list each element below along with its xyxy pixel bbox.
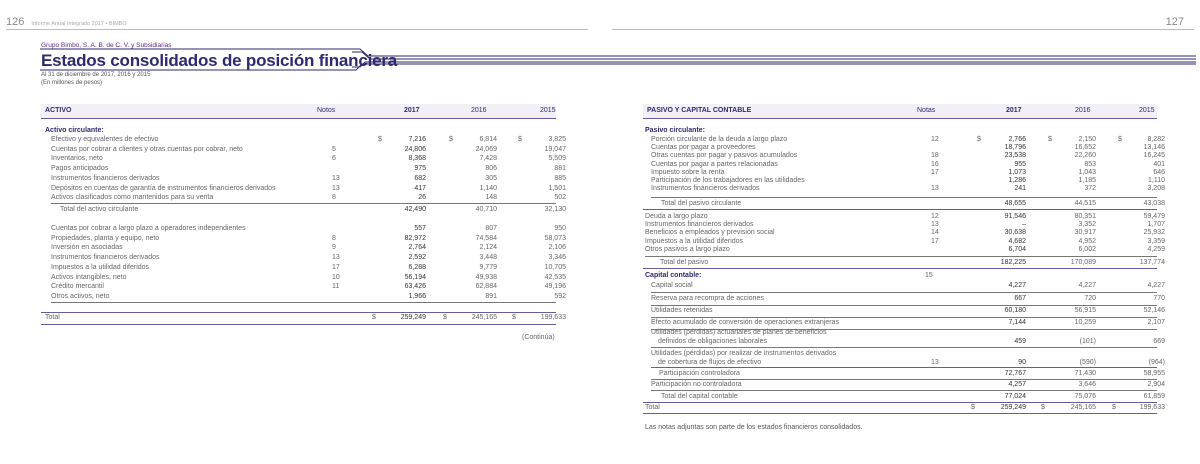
row-label: Instrumentos financieros derivados	[645, 221, 754, 229]
value-2016: 22,260	[1074, 152, 1096, 160]
year-2017-header: 2017	[404, 107, 420, 114]
liabilities-table-header	[643, 104, 1157, 119]
row-label: Total	[45, 314, 60, 321]
table-row	[51, 135, 566, 145]
value-2015: 5,509	[548, 155, 566, 163]
value-2017: 63,426	[404, 283, 426, 291]
currency-symbol: $	[1041, 404, 1045, 411]
total-capital-row	[651, 392, 1165, 402]
year-2015-header-right: 2015	[1139, 107, 1155, 114]
value-2015: 199,633	[1139, 404, 1165, 411]
row-note: 17	[931, 168, 939, 176]
value-2016: 62,884	[475, 283, 497, 291]
value-2015: 881	[554, 165, 566, 173]
value-2017: 975	[414, 165, 426, 173]
page-number-left: 126	[6, 16, 25, 28]
row-label: Impuesto sobre la renta	[651, 168, 725, 176]
row-label: Inversión en asociadas	[51, 244, 123, 252]
row-label: Total del pasivo circulante	[661, 200, 742, 207]
value-2016: 56,915	[1074, 307, 1096, 314]
value-2016: 10,259	[1074, 319, 1096, 326]
value-2016: 305	[485, 174, 497, 182]
row-label: Total del pasivo	[660, 259, 709, 266]
section-activo-circulante: Activo circulante:	[45, 127, 104, 134]
row-label: Capital social	[651, 282, 693, 289]
value-2015: 4,227	[1147, 282, 1165, 289]
year-2016-header: 2016	[471, 107, 487, 114]
page-number-right: 127	[1165, 16, 1184, 28]
value-2016: 148	[485, 194, 497, 202]
value-2015: 2,107	[1147, 319, 1165, 326]
currency-symbol: $	[1118, 136, 1122, 143]
row-label-line2: definidos de obligaciones laborales	[658, 338, 767, 345]
value-2016: 71,430	[1074, 370, 1096, 377]
table-row	[51, 273, 566, 283]
value-2017: 1,073	[1008, 168, 1026, 176]
value-2017: 23,538	[1004, 152, 1026, 160]
rule	[643, 209, 1157, 210]
value-2017: 417	[414, 184, 426, 192]
value-2017: 7,144	[1008, 319, 1026, 326]
value-2017: 4,257	[1008, 381, 1026, 388]
value-2017: 4,682	[1008, 237, 1026, 245]
currency-symbol: $	[378, 136, 382, 143]
year-2015-header: 2015	[540, 107, 556, 114]
value-2015: 61,859	[1143, 393, 1165, 400]
value-2017: 82,972	[404, 234, 426, 242]
row-label-line1: Utilidades (pérdidas) actuariales de planes de beneficios	[651, 329, 827, 336]
value-2015: 59,479	[1143, 213, 1165, 220]
currency-symbol: $	[977, 136, 981, 143]
row-note: 13	[332, 254, 340, 262]
row-label-line2: de cobertura de flujos de efectivo	[658, 359, 762, 366]
currency-symbol: $	[372, 314, 376, 321]
value-2015: 137,774	[1139, 259, 1165, 266]
value-2015: 19,047	[544, 145, 566, 153]
statement-title: Estados consolidados de posición financiera	[41, 51, 398, 70]
value-2016: 40,710	[475, 206, 497, 213]
row-label: Activos intangibles, neto	[51, 273, 127, 281]
row-note: 17	[332, 263, 340, 271]
row-divider	[651, 390, 1157, 391]
table-row	[51, 193, 566, 203]
table-row	[51, 154, 566, 164]
value-2017: 72,767	[1004, 370, 1026, 377]
row-note: 18	[931, 152, 939, 160]
value-2016: 1,185	[1078, 177, 1096, 184]
row-note: 13	[931, 359, 939, 366]
value-2015: 25,932	[1143, 229, 1165, 237]
row-label: Inventarios, neto	[51, 155, 103, 163]
value-2017: 7,216	[408, 136, 426, 143]
value-2017: 557	[414, 225, 426, 232]
table-row	[651, 184, 1165, 194]
value-2015: 2,106	[548, 244, 566, 252]
row-note: 13	[332, 174, 340, 182]
value-2017: 459	[1014, 338, 1026, 345]
value-2015: 3,825	[548, 136, 566, 143]
value-2015: (964)	[1148, 359, 1165, 366]
value-2016: 4,227	[1078, 282, 1096, 289]
row-note: 13	[332, 184, 340, 192]
value-2015: 1,707	[1147, 221, 1165, 229]
row-label: Participación no controladora	[651, 381, 742, 388]
row-label: Total	[645, 404, 660, 411]
table-row	[51, 292, 566, 302]
value-2017: 8,368	[408, 155, 426, 163]
value-2017: 90	[1018, 359, 1026, 366]
value-2017: 77,024	[1004, 393, 1026, 400]
value-2016: 2,124	[479, 244, 497, 252]
value-2015: 8,282	[1147, 136, 1165, 143]
value-2017: 2,592	[408, 254, 426, 262]
value-2017: 682	[414, 174, 426, 182]
currency-symbol: $	[971, 404, 975, 411]
row-label: Impuestos a la utilidad diferidos	[51, 263, 150, 271]
hedge-gains-row	[651, 349, 1165, 369]
value-2016: 1,140	[479, 184, 497, 192]
year-2016-header-right: 2016	[1075, 107, 1091, 114]
underline	[51, 203, 556, 204]
value-2016: 806	[485, 165, 497, 173]
table-row	[51, 234, 566, 244]
value-2015: 42,535	[544, 273, 566, 281]
value-2016: 2,150	[1078, 136, 1096, 143]
row-note: 12	[931, 213, 939, 220]
value-2016: 80,351	[1074, 213, 1096, 220]
total-row	[45, 313, 566, 323]
noncontrolling-interest-row	[651, 380, 1165, 390]
row-label: Otros pasivos a largo plazo	[645, 245, 730, 253]
value-2016: 245,165	[1070, 404, 1096, 411]
value-2017: 56,194	[404, 273, 426, 281]
actuarial-gains-row	[651, 328, 1165, 348]
value-2015: 16,245	[1143, 152, 1165, 160]
value-2017: 1,286	[1008, 177, 1026, 184]
value-2017: 2,766	[1008, 136, 1026, 143]
statement-units: (En millones de pesos)	[41, 80, 103, 86]
footnote: Las notas adjuntas son parte de los estados financieros consolidados.	[645, 424, 863, 431]
table-row	[645, 245, 1165, 255]
value-2015: 885	[554, 174, 566, 182]
row-label: Instrumentos financieros derivados	[51, 174, 160, 182]
rule	[651, 367, 1157, 368]
value-2015: 32,130	[544, 206, 566, 213]
value-2016: 30,917	[1074, 229, 1096, 237]
row-label: Crédito mercantil	[51, 283, 104, 291]
value-2015: 58,955	[1143, 370, 1165, 377]
row-label: Otros activos, neto	[51, 292, 110, 300]
total-rule-bottom	[41, 324, 556, 325]
row-label: Efectivo y equivalentes de efectivo	[51, 136, 159, 143]
value-2015: 52,146	[1143, 307, 1165, 314]
underline	[645, 256, 1157, 257]
row-label: Porción circulante de la deuda a largo plazo	[651, 136, 788, 143]
table-row	[51, 174, 566, 184]
table-row	[651, 294, 1165, 304]
value-2015: 770	[1153, 295, 1165, 302]
row-label: Beneficios a empleados y previsión social	[645, 229, 775, 237]
row-label: Propiedades, planta y equipo, neto	[51, 234, 160, 242]
value-2017: 259,249	[400, 314, 426, 321]
company-name: Grupo Bimbo, S. A. B. de C. V. y Subsidiarias	[41, 42, 172, 49]
table-row	[51, 224, 566, 234]
value-2017: 48,655	[1004, 200, 1026, 207]
row-label: Total del activo circulante	[60, 206, 139, 213]
table-row	[51, 164, 566, 174]
row-label: Pagos anticipados	[51, 165, 109, 173]
value-2016: 170,089	[1070, 259, 1096, 266]
value-2015: 3,208	[1147, 185, 1165, 193]
section-pasivo-circulante: Pasivo circulante:	[645, 127, 705, 134]
value-2015: 502	[554, 194, 566, 202]
liabilities-header-label: PASIVO Y CAPITAL CONTABLE	[647, 107, 752, 114]
value-2017: 259,249	[1000, 404, 1026, 411]
row-note: 6	[332, 155, 336, 163]
value-2016: 7,428	[479, 155, 497, 163]
row-note: 13	[931, 185, 939, 193]
value-2016: (101)	[1079, 338, 1096, 345]
row-label: Otras cuentas por pagar y pasivos acumulados	[651, 152, 798, 160]
value-2016: 720	[1084, 295, 1096, 302]
row-divider	[651, 347, 1157, 348]
notes-header: Notos	[317, 107, 336, 114]
value-2016: 4,952	[1078, 237, 1096, 245]
row-label: Deuda a largo plazo	[645, 213, 708, 220]
total-pasivo-circulante-row	[651, 199, 1165, 209]
row-note: 10	[332, 273, 340, 281]
value-2015: 592	[554, 292, 566, 300]
row-note: 8	[332, 234, 336, 242]
currency-symbol: $	[449, 136, 453, 143]
value-2017: 60,180	[1004, 307, 1026, 314]
value-2016: 3,352	[1078, 221, 1096, 229]
year-2017-header-right: 2017	[1006, 107, 1022, 114]
row-note: 5	[332, 145, 336, 153]
table-row	[51, 184, 566, 194]
value-2017: 2,764	[408, 244, 426, 252]
row-label: Participación de los trabajadores en las utilidades	[651, 177, 805, 184]
currency-symbol: $	[512, 314, 516, 321]
table-row	[51, 145, 566, 155]
value-2015: 646	[1153, 168, 1165, 176]
table-row	[651, 318, 1165, 328]
table-row	[651, 306, 1165, 316]
value-2015: 10,705	[544, 263, 566, 271]
value-2017: 6,288	[408, 263, 426, 271]
value-2016: 16,652	[1074, 144, 1096, 152]
row-note: 9	[332, 244, 336, 252]
row-label: Cuentas por cobrar a largo plazo a operadores independientes	[51, 225, 246, 232]
row-label: Participación controladora	[659, 370, 740, 377]
currency-symbol: $	[1048, 136, 1052, 143]
rule	[643, 268, 1157, 269]
value-2016: 853	[1084, 160, 1096, 168]
value-2015: 401	[1153, 160, 1165, 168]
value-2017: –	[1022, 221, 1026, 229]
value-2016: 3,646	[1078, 381, 1096, 388]
capital-contable-note: 15	[925, 272, 933, 279]
row-label: Instrumentos financieros derivados	[51, 254, 160, 262]
value-2017: 91,546	[1004, 213, 1026, 220]
value-2017: 1,966	[408, 292, 426, 300]
assets-header-label: ACTIVO	[45, 107, 72, 114]
value-2017: 30,638	[1004, 229, 1026, 237]
statement-date: Al 31 de diciembre de 2017, 2016 y 2015	[41, 72, 151, 78]
row-label: Depósitos en cuentas de garantía de instrumentos financieros derivados	[51, 184, 276, 192]
report-title: Informe Anual Integrado 2017 • BIMBO	[31, 21, 127, 27]
currency-symbol: $	[518, 136, 522, 143]
value-2015: 4,259	[1147, 245, 1165, 253]
row-label: Utilidades retenidas	[651, 307, 713, 314]
section-capital-contable: Capital contable:	[645, 272, 702, 279]
value-2015: 43,038	[1143, 200, 1165, 207]
value-2016: 372	[1084, 185, 1096, 193]
total-row	[645, 403, 1165, 413]
row-note: 13	[931, 221, 939, 229]
value-2017: 955	[1014, 160, 1026, 168]
total-rule-bottom	[643, 413, 1157, 414]
total-pasivo-row	[645, 258, 1165, 268]
value-2016: 3,448	[479, 254, 497, 262]
currency-symbol: $	[443, 314, 447, 321]
value-2016: 807	[485, 225, 497, 232]
total-activo-circulante-row	[51, 205, 566, 215]
underline	[51, 302, 556, 303]
value-2016: 74,584	[475, 234, 497, 242]
value-2017: 6,704	[1008, 245, 1026, 253]
row-note: 17	[931, 237, 939, 245]
row-label: Cuentas por pagar a proveedores	[651, 144, 756, 152]
row-label: Reserva para recompra de acciones	[651, 295, 764, 302]
value-2015: 669	[1153, 338, 1165, 345]
value-2015: 49,196	[544, 283, 566, 291]
row-label: Activos clasificados como mantenidos para su venta	[51, 194, 214, 202]
table-row	[51, 263, 566, 273]
value-2015: 2,904	[1147, 381, 1165, 388]
table-row	[651, 281, 1165, 291]
value-2016: 6,002	[1078, 245, 1096, 253]
underline	[651, 197, 1157, 198]
value-2015: 199,633	[540, 314, 566, 321]
value-2017: 42,490	[404, 206, 426, 213]
value-2016: 9,779	[479, 263, 497, 271]
value-2016: 24,069	[475, 145, 497, 153]
table-row	[51, 243, 566, 253]
continua-label: (Continúa)	[522, 334, 555, 341]
row-label: Instrumentos financieros derivados	[651, 185, 760, 193]
row-label: Impuestos a la utilidad diferidos	[645, 237, 744, 245]
row-note: 14	[931, 229, 939, 237]
row-divider	[651, 292, 1157, 293]
row-note: 12	[931, 136, 939, 143]
value-2017: 26	[418, 194, 426, 202]
value-2016: 6,814	[479, 136, 497, 143]
notas-header: Notas	[917, 107, 936, 114]
row-note: 16	[931, 160, 939, 168]
value-2016: 44,515	[1074, 200, 1096, 207]
value-2015: 1,110	[1148, 177, 1165, 184]
value-2015: 13,146	[1143, 144, 1165, 152]
table-row	[51, 282, 566, 292]
value-2016: 891	[485, 292, 497, 300]
value-2016: 49,938	[475, 273, 497, 281]
value-2015: 3,346	[548, 254, 566, 262]
row-label: Total del capital contable	[661, 393, 738, 400]
currency-symbol: $	[1112, 404, 1116, 411]
value-2017: 667	[1014, 295, 1026, 302]
value-2017: 241	[1014, 185, 1026, 193]
controlling-interest-row	[651, 369, 1165, 379]
value-2015: 1,501	[548, 184, 566, 192]
value-2017: 4,227	[1008, 282, 1026, 289]
row-label: Cuentas por cobrar a clientes y otras cuentas por cobrar, neto	[51, 145, 243, 153]
value-2016: 75,076	[1074, 393, 1096, 400]
value-2017: 18,796	[1004, 144, 1026, 152]
title-decoration	[0, 0, 1200, 100]
row-label: Efecto acumulado de conversión de operaciones extranjeras	[651, 319, 839, 326]
row-note: 8	[332, 194, 336, 202]
assets-table-header	[41, 104, 556, 119]
value-2015: 950	[554, 225, 566, 232]
row-label: Cuentas por pagar a partes relacionadas	[651, 160, 778, 168]
value-2016: 245,165	[471, 314, 497, 321]
table-row	[51, 253, 566, 263]
value-2015: 58,073	[544, 234, 566, 242]
value-2017: 182,225	[1000, 259, 1026, 266]
row-note: 11	[332, 283, 340, 291]
row-label-line1: Utilidades (pérdidas) por realizar de instrumentos derivados	[651, 350, 837, 357]
value-2016: 1,043	[1078, 168, 1096, 176]
value-2015: 3,359	[1147, 237, 1165, 245]
value-2017: 24,806	[404, 145, 426, 153]
value-2016: (590)	[1079, 359, 1096, 366]
